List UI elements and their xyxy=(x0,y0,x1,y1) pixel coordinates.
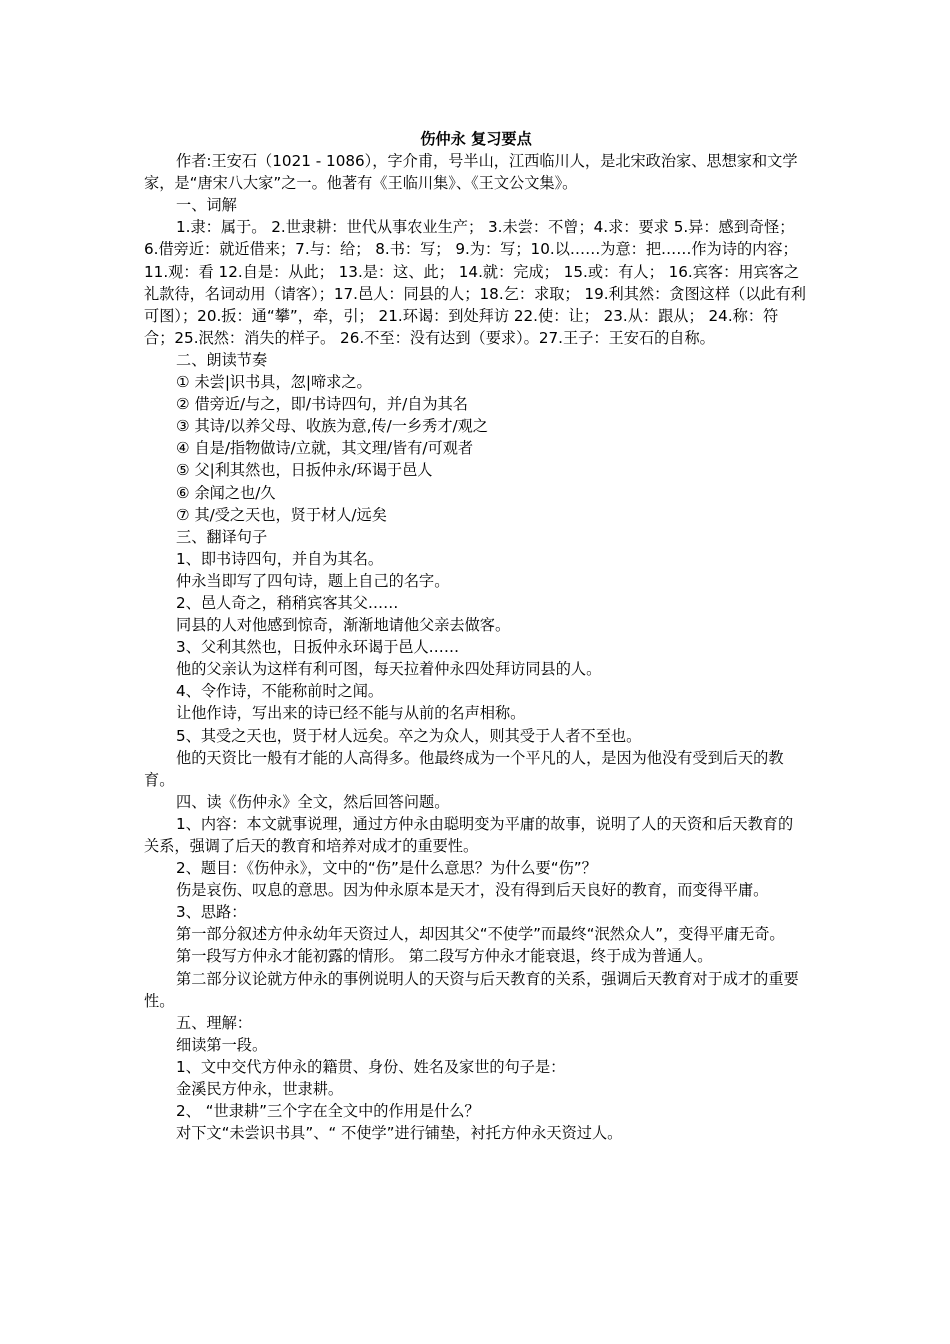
section5-question: 2、 “世隶耕”三个字在全文中的作用是什么？ xyxy=(176,1102,480,1121)
section1-text: 1.隶：属于。 2.世隶耕：世代从事农业生产； 3.未尝：不曾；4.求：要求 5.异：感到奇怪； 6.借旁近：就近借来；7.与：给； 8.书：写； 9.为：写；10.以……为意：把……作为诗的内容； 11.观：看 12.自是：从此； 13.是：这、此； 14.就：完成； 15.或：有人； 16.宾客：用宾客之礼款待，名词动用（请客）；17.邑人：同县的人；18.乞：求取； 19.利其然：贪图这样（以此有利可图）；20.扳：通“攀”，牵，引； 21.环谒：到处拜访 22.使：让； 23.从：跟从； 24.称：符合；25.泯然：消失的样子。 26.不至：没有达到（要求）。27.王子：王安石的自称。 xyxy=(144,218,806,347)
section4-topic-question: 2、题目：《伤仲永》，文中的“伤”是什么意思？为什么要“伤”？ xyxy=(176,859,597,878)
section4-idea-paragraph: 第二部分议论就方仲永的事例说明人的天资与后天教育的关系，强调后天教育对于成才的重要性。 xyxy=(144,969,799,1010)
translation-question: 5、其受之天也，贤于材人远矣。卒之为众人，则其受于人者不至也。 xyxy=(176,726,642,745)
translation-question: 1、即书诗四句，并自为其名。 xyxy=(176,549,384,568)
section5-answer: 对下文“未尝识书具”、“ 不使学”进行铺垫，衬托方仲永天资过人。 xyxy=(176,1124,623,1143)
section5-answer: 金溪民方仲永，世隶耕。 xyxy=(176,1080,344,1099)
translation-answer: 他的父亲认为这样有利可图，每天拉着仲永四处拜访同县的人。 xyxy=(176,660,602,679)
section4-content: 1、内容：本文就事说理，通过方仲永由聪明变为平庸的故事，说明了人的天资和后天教育的关系，强调了后天的教育和培养对成才的重要性。 xyxy=(144,814,794,855)
section5-intro: 细读第一段。 xyxy=(176,1035,268,1054)
section4-topic-answer: 伤是哀伤、叹息的意思。因为仲永原本是天才，没有得到后天良好的教育，而变得平庸。 xyxy=(176,881,769,900)
translation-answer: 仲永当即写了四句诗，题上自己的名字。 xyxy=(176,571,450,590)
author-paragraph: 作者:王安石（1021 - 1086），字介甫，号半山，江西临川人，是北宋政治家、思想家和文学家，是“唐宋八大家”之一。他著有《王临川集》、《王文公文集》。 xyxy=(144,152,798,193)
page-title: 伤仲永 复习要点 xyxy=(420,130,532,148)
translation-answer: 同县的人对他感到惊奇，渐渐地请他父亲去做客。 xyxy=(176,616,511,635)
rhythm-item: ⑦ 其/受之天也，贤于材人/远矣 xyxy=(176,505,387,524)
section5-question: 1、文中交代方仲永的籍贯、身份、姓名及家世的句子是： xyxy=(176,1057,566,1076)
section1-heading: 一、词解 xyxy=(176,196,237,215)
document-page xyxy=(144,128,808,1144)
section4-idea-label: 3、思路： xyxy=(176,903,247,922)
section3-heading: 三、翻译句子 xyxy=(176,527,268,546)
translation-question: 4、令作诗，不能称前时之闻。 xyxy=(176,682,384,701)
rhythm-item: ④ 自是/指物做诗/立就，其文理/皆有/可观者 xyxy=(176,439,474,458)
translation-question: 2、邑人奇之，稍稍宾客其父…… xyxy=(176,593,399,612)
translation-answer: 让他作诗，写出来的诗已经不能与从前的名声相称。 xyxy=(176,704,526,723)
rhythm-item: ① 未尝|识书具，忽|啼求之。 xyxy=(176,373,372,392)
translation-question: 3、父利其然也，日扳仲永环谒于邑人…… xyxy=(176,638,460,657)
rhythm-item: ⑤ 父|利其然也，日扳仲永/环谒于邑人 xyxy=(176,461,433,480)
section4-idea-paragraph: 第一部分叙述方仲永幼年天资过人，却因其父“不使学”而最终“泯然众人”，变得平庸无奇。 xyxy=(176,925,785,944)
rhythm-item: ③ 其诗/以养父母、收族为意,传/一乡秀才/观之 xyxy=(176,417,488,436)
section4-idea-paragraph: 第一段写方仲永才能初露的情形。 第二段写方仲永才能衰退，终于成为普通人。 xyxy=(176,947,713,966)
translation-answer: 他的天资比一般有才能的人高得多。他最终成为一个平凡的人，是因为他没有受到后天的教育。 xyxy=(144,748,784,789)
rhythm-item: ⑥ 余闻之也/久 xyxy=(176,483,276,502)
section4-heading: 四、读《伤仲永》全文，然后回答问题。 xyxy=(176,792,450,811)
section5-heading: 五、理解： xyxy=(176,1013,252,1032)
section2-heading: 二、朗读节奏 xyxy=(176,350,268,369)
rhythm-item: ② 借旁近/与之，即/书诗四句，并/自为其名 xyxy=(176,395,468,414)
